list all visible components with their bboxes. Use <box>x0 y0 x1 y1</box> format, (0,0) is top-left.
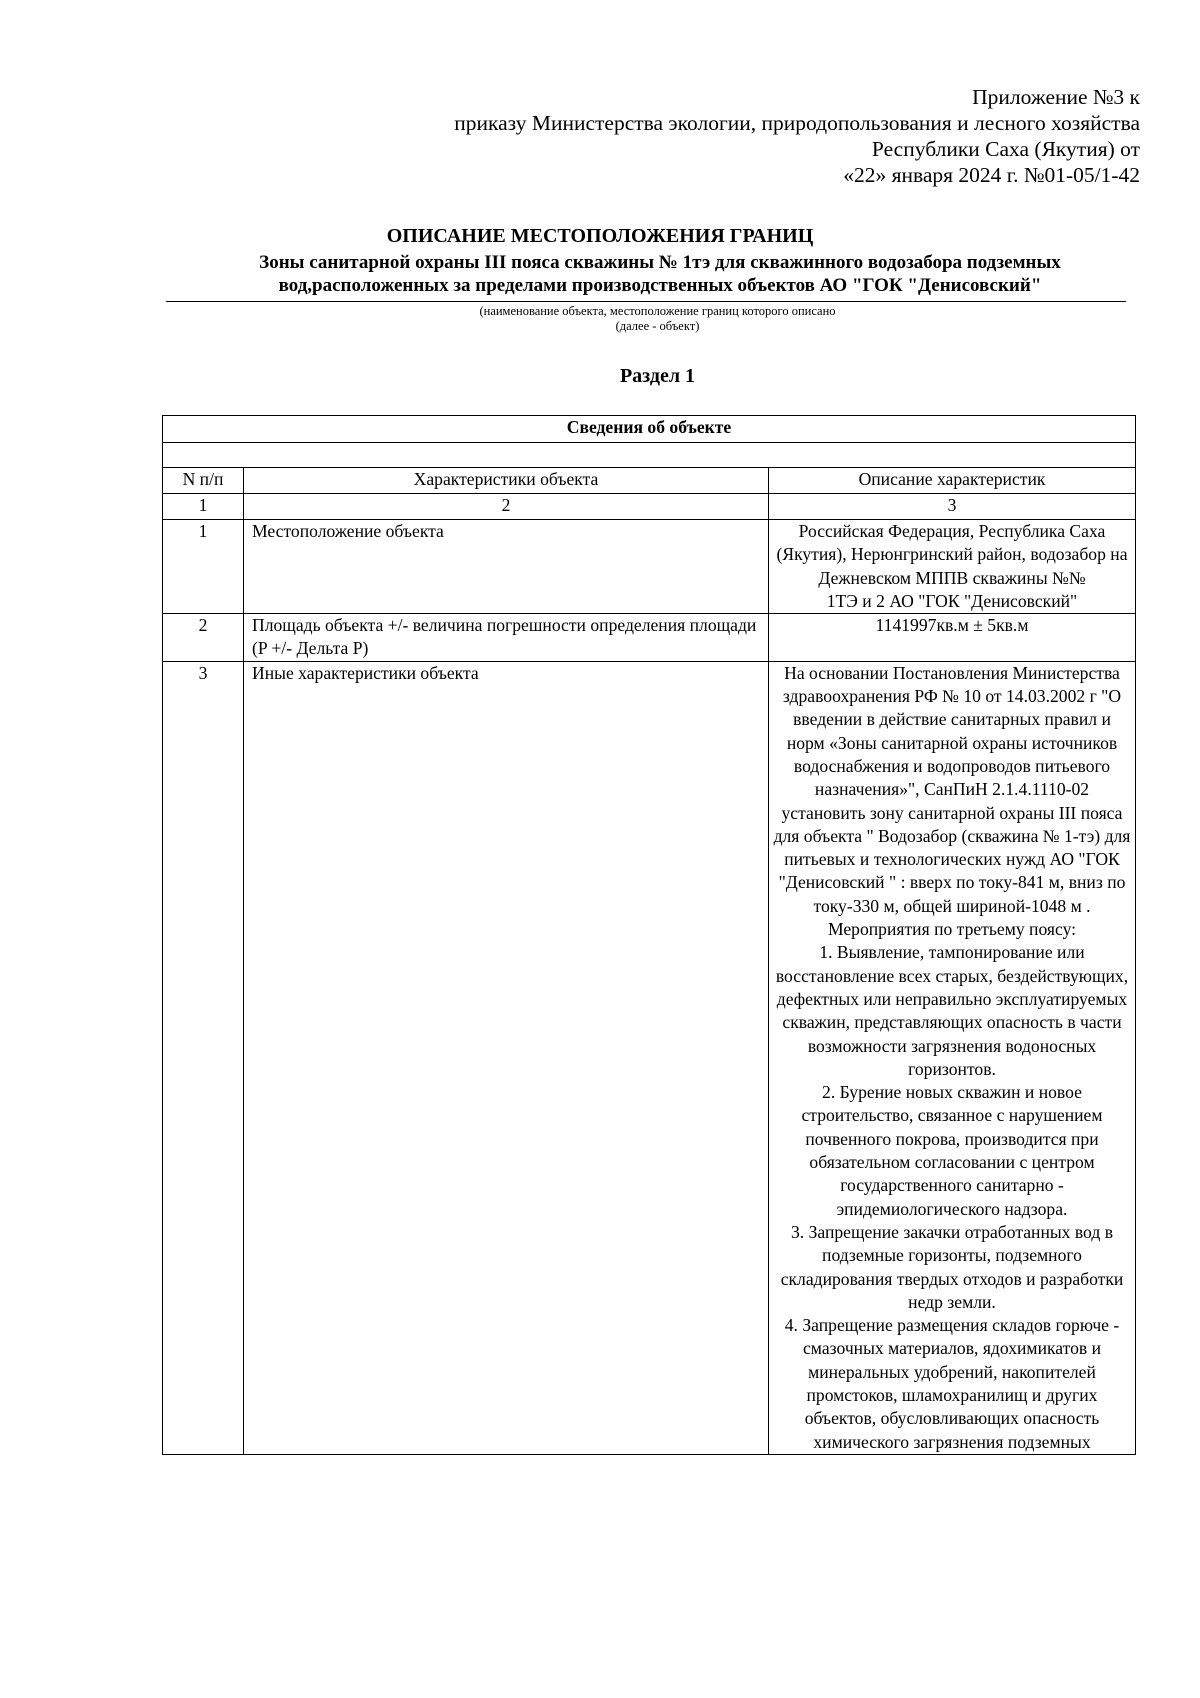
column-header-row <box>163 468 1136 494</box>
section-title: Раздел 1 <box>619 365 696 387</box>
header-line: Республики Саха (Якутия) от <box>871 137 1140 161</box>
description-text: 2. Бурение новых скважин и новое строительство, связанное с нарушением почвенного покрова, производится при обязательном согласовании с центром государственного санитарно - эпидемиологического надзора. <box>801 1082 1103 1219</box>
row-characteristic <box>244 614 769 662</box>
table-title: Сведения об объекте <box>163 416 1136 443</box>
table-title-row <box>163 416 1136 443</box>
row-number: 1 <box>163 520 244 614</box>
description-text: На основании Постановления Министерства здравоохранения РФ № 10 от 14.03.2002 г "О введении в действие санитарных правил и норм «Зоны санитарной охраны источников водоснабжения и водопроводов питьевого назначения»", СанПиН 2.1.4.1110-02 установить зону санитарной охраны III пояса для объекта " Водозабор (скважина № 1-тэ) для питьевых и технологических нужд АО "ГОК "Денисовский " : вверх по току-841 м, вниз по току-330 м, общей шириной-1048 м . <box>773 662 1131 916</box>
column-number: 3 <box>769 494 1136 520</box>
row-description <box>769 661 1136 1454</box>
document-header <box>454 84 1140 188</box>
object-caption <box>0 304 1200 334</box>
table-row <box>163 614 1136 662</box>
description-text: Российская Федерация, Республика Саха (Якутия), Нерюнгринский район, водозабор на Дежневском МППВ скважины №№ <box>776 521 1128 588</box>
row-number: 3 <box>163 661 244 1454</box>
document-title: ОПИСАНИЕ МЕСТОПОЛОЖЕНИЯ ГРАНИЦ <box>386 225 814 247</box>
description-text: Мероприятия по третьему поясу: <box>827 919 1077 940</box>
row-number: 2 <box>163 614 244 662</box>
row-description <box>769 520 1136 614</box>
caption-line: (наименование объекта, местоположение границ которого описано <box>479 304 836 318</box>
object-info-table <box>162 415 1136 1455</box>
row-characteristic <box>244 520 769 614</box>
header-line: Приложение №3 к <box>972 85 1140 109</box>
column-header: Характеристики объекта <box>244 468 769 494</box>
table-empty-row <box>163 443 1136 468</box>
header-line: приказу Министерства экологии, природопользования и лесного хозяйства <box>454 111 1140 135</box>
table-row <box>163 520 1136 614</box>
subtitle-line: вод,расположенных за пределами производственных объектов АО "ГОК "Денисовский" <box>278 275 1042 296</box>
column-number: 1 <box>163 494 244 520</box>
characteristic-text: Иные характеристики объекта <box>252 662 479 683</box>
table-row <box>163 661 1136 1454</box>
caption-line: (далее - объект) <box>615 319 700 333</box>
description-text: 1ТЭ и 2 АО "ГОК "Денисовский" <box>826 590 1078 611</box>
characteristic-text: (P +/- Дельта P) <box>252 638 369 659</box>
column-number-row <box>163 494 1136 520</box>
column-header: Описание характеристик <box>769 468 1136 494</box>
description-text: 4. Запрещение размещения складов горюче - смазочных материалов, ядохимикатов и минеральных удобрений, накопителей промстоков, шламохранилищ и других объектов, обусловливающих опасность химического загрязнения подземных <box>784 1315 1120 1452</box>
document-subtitle <box>160 251 1160 297</box>
characteristic-text: Местоположение объекта <box>252 521 444 541</box>
column-header: N п/п <box>163 468 244 494</box>
description-text: 3. Запрещение закачки отработанных вод в подземные горизонты, подземного складирования твердых отходов и разработки недр земли. <box>780 1221 1124 1312</box>
title-underline <box>166 301 1126 302</box>
row-description <box>769 614 1136 662</box>
header-line: «22» января 2024 г. №01-05/1-42 <box>843 163 1140 187</box>
characteristic-text: Площадь объекта +/- величина погрешности определения площади <box>252 615 757 636</box>
subtitle-line: Зоны санитарной охраны III пояса скважины № 1тэ для скважинного водозабора подземных <box>259 252 1061 273</box>
empty-cell <box>163 443 1136 468</box>
column-number: 2 <box>244 494 769 520</box>
description-text: 1141997кв.м ± 5кв.м <box>875 615 1029 636</box>
row-characteristic <box>244 661 769 1454</box>
description-text: 1. Выявление, тампонирование или восстановление всех старых, бездействующих, дефектных или неправильно эксплуатируемых скважин, представляющих опасность в части возможности загрязнения водоносных горизонтов. <box>775 942 1129 1079</box>
